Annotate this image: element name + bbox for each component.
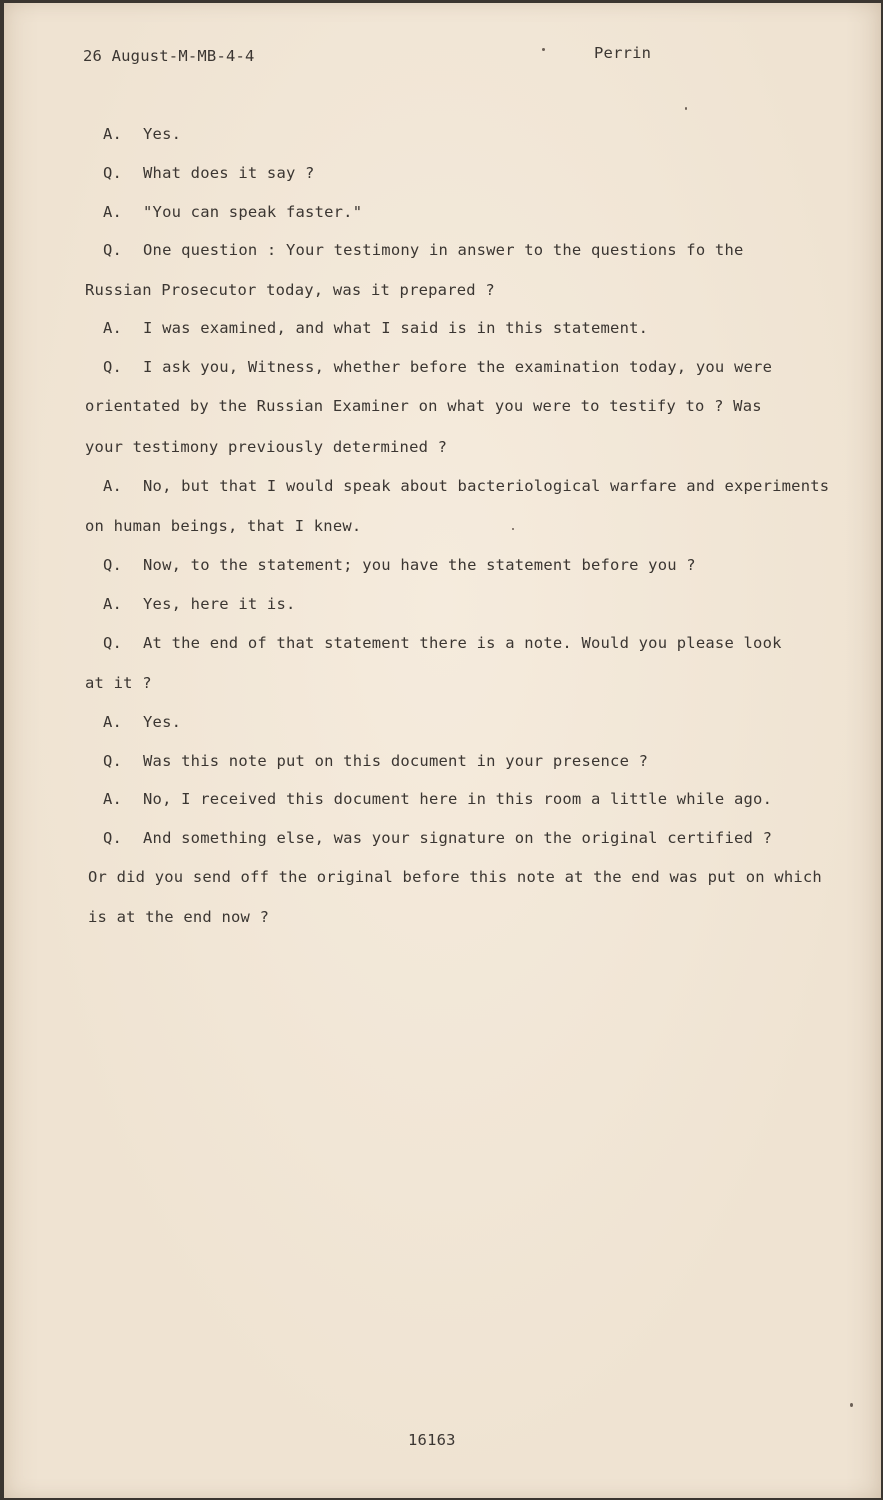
transcript-line — [103, 754, 648, 770]
line-text: One question : Your testimony in answer to the questions fo the — [143, 241, 744, 259]
transcript-line — [103, 792, 772, 808]
speaker-label: A. — [103, 790, 123, 808]
line-text: No, I received this document here in this room a little while ago. — [143, 790, 773, 808]
line-text: I was examined, and what I said is in this statement. — [143, 319, 649, 337]
header-witness-name: Perrin — [594, 44, 652, 62]
line-text: What does it say ? — [143, 164, 315, 182]
line-text: Yes. — [143, 713, 182, 731]
line-text: Russian Prosecutor today, was it prepared ? — [85, 281, 495, 299]
transcript-line — [85, 283, 495, 299]
paper-speck — [542, 48, 545, 51]
speaker-label: Q. — [103, 358, 123, 376]
transcript-line — [85, 676, 152, 692]
transcript-line — [103, 597, 296, 613]
speaker-label: A. — [103, 319, 123, 337]
line-text: at it ? — [85, 674, 152, 692]
paper-speck — [685, 107, 687, 110]
transcript-line — [85, 440, 447, 456]
transcript-line — [103, 127, 181, 143]
speaker-label: A. — [103, 713, 123, 731]
transcript-line — [103, 636, 782, 652]
speaker-label: Q. — [103, 634, 123, 652]
header-reference: 26 August-M-MB-4-4 — [83, 47, 255, 65]
line-text: orientated by the Russian Examiner on what you were to testify to ? Was — [85, 397, 762, 415]
speaker-label: A. — [103, 595, 123, 613]
transcript-line — [103, 360, 772, 376]
transcript-line — [103, 243, 744, 259]
transcript-line — [103, 831, 772, 847]
line-text: your testimony previously determined ? — [85, 438, 448, 456]
speaker-label: A. — [103, 203, 123, 221]
line-text: on human beings, that I knew. — [85, 517, 362, 535]
transcript-line — [103, 166, 315, 182]
line-text: Or did you send off the original before this note at the end was put on which — [88, 868, 822, 886]
line-text: No, but that I would speak about bacteriological warfare and experiments — [143, 477, 830, 495]
transcript-line — [103, 321, 648, 337]
transcript-line — [85, 399, 762, 415]
line-text: "You can speak faster." — [143, 203, 363, 221]
transcript-line — [88, 870, 822, 886]
speaker-label: A. — [103, 125, 123, 143]
paper-speck — [512, 528, 514, 530]
line-text: Yes, here it is. — [143, 595, 296, 613]
line-text: Yes. — [143, 125, 182, 143]
document-page — [4, 3, 881, 1498]
line-text: is at the end now ? — [88, 908, 270, 926]
paper-speck — [850, 1403, 853, 1407]
transcript-line — [103, 479, 829, 495]
speaker-label: Q. — [103, 164, 123, 182]
speaker-label: A. — [103, 477, 123, 495]
transcript-line — [85, 519, 361, 535]
line-text: I ask you, Witness, whether before the examination today, you were — [143, 358, 773, 376]
line-text: Was this note put on this document in your presence ? — [143, 752, 649, 770]
speaker-label: Q. — [103, 752, 123, 770]
transcript-line — [103, 558, 696, 574]
transcript-line — [103, 715, 181, 731]
speaker-label: Q. — [103, 829, 123, 847]
line-text: And something else, was your signature on the original certified ? — [143, 829, 773, 847]
speaker-label: Q. — [103, 241, 123, 259]
line-text: At the end of that statement there is a note. Would you please look — [143, 634, 782, 652]
transcript-line — [103, 205, 362, 221]
speaker-label: Q. — [103, 556, 123, 574]
page-number: 16163 — [408, 1431, 456, 1449]
line-text: Now, to the statement; you have the statement before you ? — [143, 556, 696, 574]
transcript-line — [88, 910, 269, 926]
